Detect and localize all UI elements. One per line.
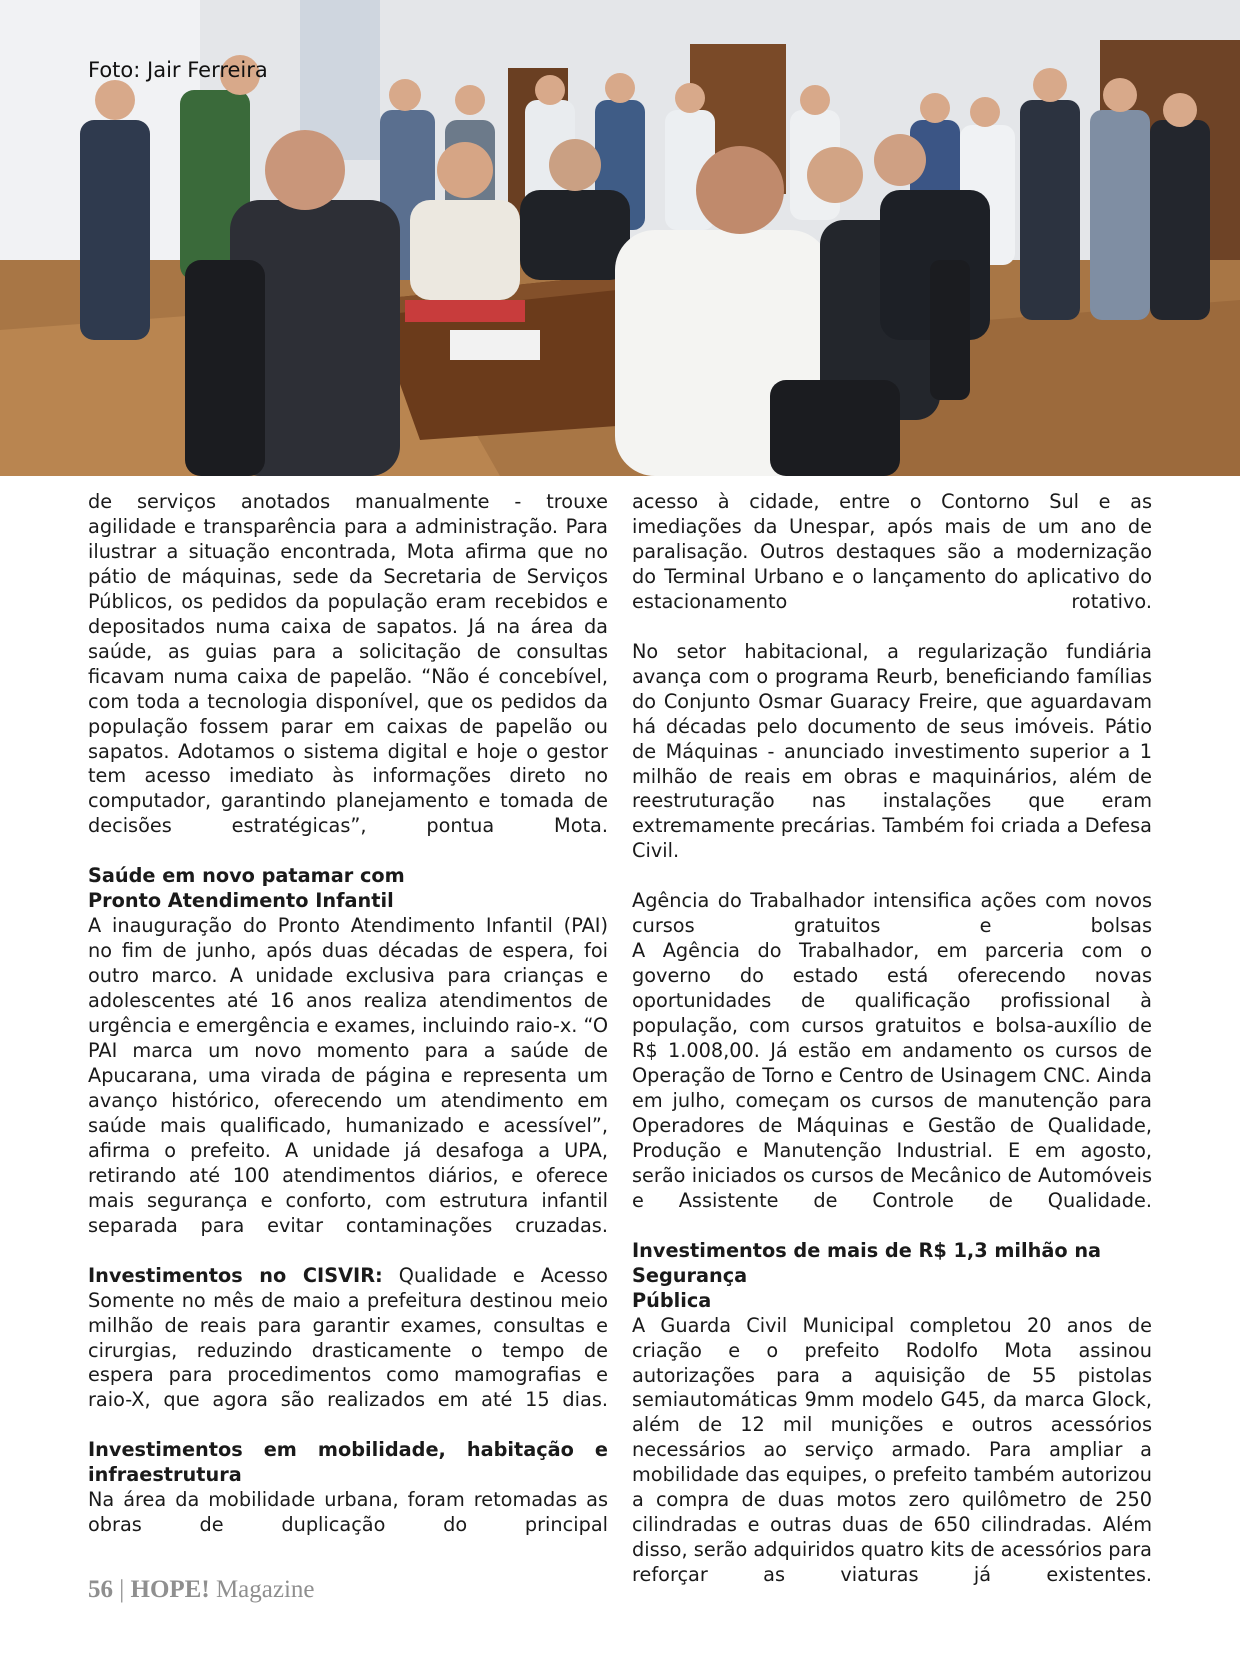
paragraph-obras-acesso: acesso à cidade, entre o Contorno Sul e as imediações da Unespar, após mais de um ano de paralisação. Outros destaques são a modernização do Terminal Urbano e o lançamento do aplicativo do estacionamento rotativo. — [632, 490, 1152, 613]
article-column-right — [632, 490, 1152, 1588]
paragraph-agencia-title: Agência do Trabalhador intensifica ações com novos cursos gratuitos e bolsas — [632, 889, 1152, 938]
heading-mobilidade-line2: infraestrutura — [88, 1463, 242, 1487]
footer-separator: | — [119, 1576, 125, 1603]
page-footer — [88, 1576, 315, 1604]
magazine-brand: HOPE! — [130, 1576, 210, 1603]
paragraph-seguranca: A Guarda Civil Municipal completou 20 anos de criação e o prefeito Rodolfo Mota assinou autorizações para a aquisição de 55 pistolas semiautomáticas 9mm modelo G45, da marca Glock, além de 12 mil munições e outros acessórios necessários ao serviço armado. Para ampliar a mobilidade das equipes, o prefeito também autorizou a compra de duas motos zero quilômetro de 250 cilindradas e outras duas de 650 cilindradas. Além disso, serão adquiridos quatro kits de acessórios para reforçar as viaturas já existentes. — [632, 1313, 1152, 1587]
paragraph-cisvir: Somente no mês de maio a prefeitura destinou meio milhão de reais para garantir exames, consultas e cirurgias, reduzindo drasticamente o tempo de espera para procedimentos como mamografias e raio-X, que agora são realizados em até 15 dias. — [88, 1288, 608, 1412]
magazine-label: Magazine — [215, 1576, 315, 1603]
article-column-left — [88, 490, 608, 1538]
heading-seguranca-line1: Investimentos de mais de R$ 1,3 milhão na Segurança — [632, 1238, 1102, 1287]
paragraph-digital-system: de serviços anotados manualmente - trouxe agilidade e transparência para a administração. Para ilustrar a situação encontrada, Mota afirma que no pátio de máquinas, sede da Secretaria de Serviços Públicos, os pedidos da população eram recebidos e depositados numa caixa de sapatos. Já na área da saúde, as guias para a solicitação de consultas ficavam numa caixa de papelão. “Não é concebível, com toda a tecnologia disponível, que os pedidos da população fossem parar em caixas de papelão ou sapatos. Adotamos o sistema digital e hoje o gestor tem acesso imediato às informações direto no computador, garantindo planejamento e tomada de decisões estratégicas”, pontua Mota. — [88, 490, 608, 838]
paragraph-habitacional: No setor habitacional, a regularização fundiária avança com o programa Reurb, beneficiando famílias do Conjunto Osmar Guaracy Freire, que aguardavam há décadas pelo documento de seus imóveis. Pátio de Máquinas - anunciado investimento superior a 1 milhão de reais em obras e maquinários, além de reestruturação nas instalações que eram extremamente precárias. Também foi criada a Defesa Civil. — [632, 639, 1152, 863]
paragraph-cisvir-heading — [88, 1264, 608, 1289]
heading-saude-line2: Pronto Atendimento Infantil — [88, 889, 394, 913]
photo-credit: Foto: Jair Ferreira — [88, 58, 268, 82]
heading-cisvir: Investimentos no CISVIR: — [88, 1263, 383, 1287]
heading-cisvir-subtitle: Qualidade e Acesso — [382, 1263, 608, 1287]
heading-saude-line1: Saúde em novo patamar com — [88, 864, 405, 888]
paragraph-agencia: A Agência do Trabalhador, em parceria com o governo do estado está oferecendo novas oportunidades de qualificação profissional à população, com cursos gratuitos e bolsa-auxílio de R$ 1.008,00. Já estão em andamento os cursos de Operação de Torno e Centro de Usinagem CNC. Ainda em julho, começam os cursos de manutenção para Operadores de Máquinas e Gestão de Qualidade, Produção e Manutenção Industrial. E em agosto, serão iniciados os cursos de Mecânico de Automóveis e Assistente de Controle de Qualidade. — [632, 939, 1152, 1212]
heading-mobilidade-line1: Investimentos em mobilidade, habitação e — [88, 1438, 608, 1462]
paragraph-pronto-atendimento: A inauguração do Pronto Atendimento Infantil (PAI) no fim de junho, após duas décadas de espera, foi outro marco. A unidade exclusiva para crianças e adolescentes até 16 anos realiza atendimentos de urgência e emergência e exames, incluindo raio-x. “O PAI marca um novo momento para a saúde de Apucarana, uma virada de página e representa um avanço histórico, oferecendo um atendimento em saúde mais qualificado, humanizado e acessível”, afirma o prefeito. A unidade já desafoga a UPA, retirando até 100 atendimentos diários, e oferece mais segurança e conforto, com estrutura infantil separada para evitar contaminações cruzadas. — [88, 914, 608, 1237]
heading-seguranca-line2: Pública — [632, 1288, 712, 1312]
paragraph-mobilidade: Na área da mobilidade urbana, foram retomadas as obras de duplicação do principal — [88, 1488, 608, 1537]
page-number: 56 — [88, 1576, 113, 1603]
meeting-photo — [0, 0, 1240, 476]
